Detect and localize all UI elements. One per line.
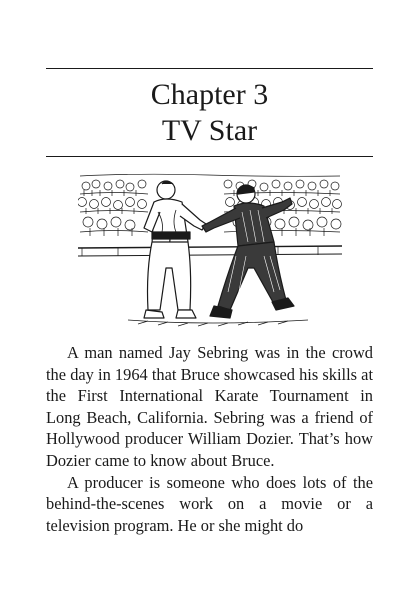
chapter-number: Chapter 3 — [150, 78, 269, 111]
paragraph-1: A man named Jay Sebring was in the crowd the day in 1964 that Bruce showcased his skills at the First International Karate Tournament in Long Beach, California. Sebring was a friend of Hollywood producer William Dozier. That’s how Dozier came to know about Bruce. — [46, 343, 373, 470]
heading-rule-top — [46, 68, 373, 69]
paragraph-2: A producer is someone who does lots of the behind-the-scenes work on a movie or a television program. He or she might do — [46, 472, 373, 535]
heading-rule-bottom — [46, 156, 373, 157]
chapter-title: TV Star — [161, 114, 258, 147]
body-text — [46, 342, 373, 536]
karate-match-illustration-icon — [78, 172, 342, 332]
